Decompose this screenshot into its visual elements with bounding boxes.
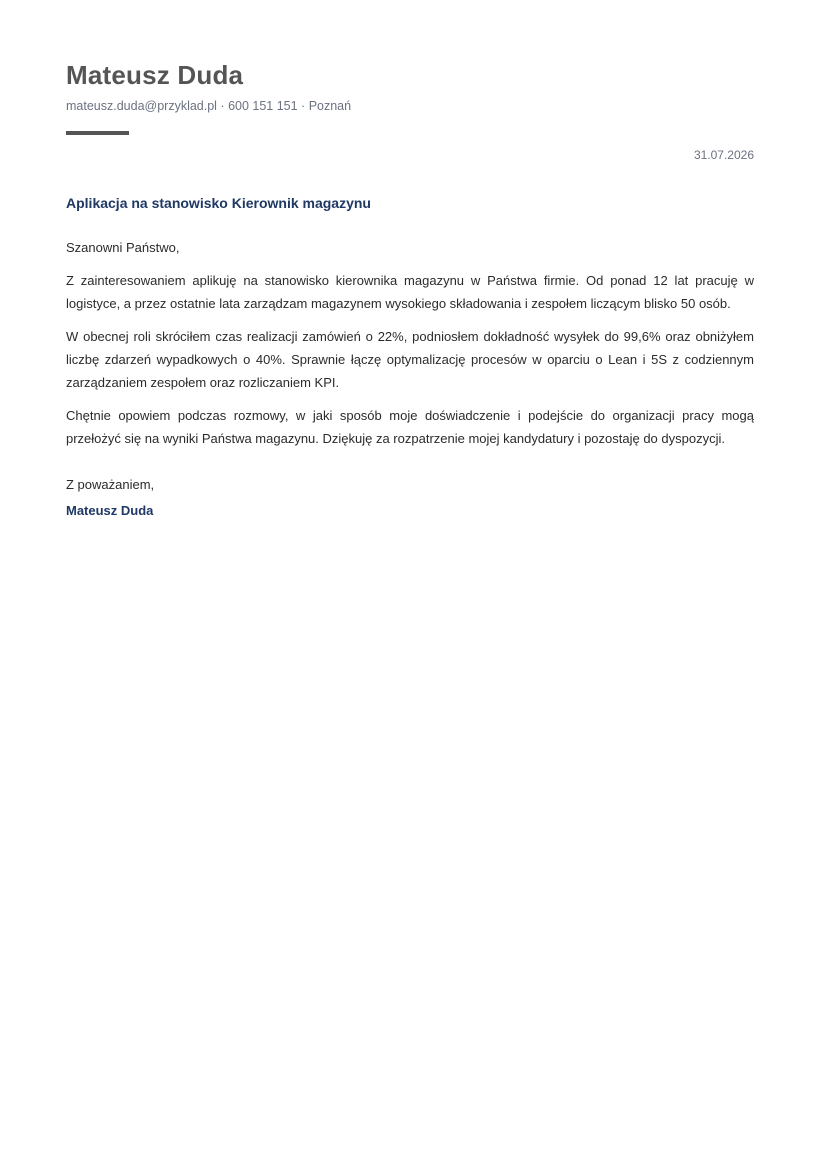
- letter-signature: Mateusz Duda: [66, 503, 154, 518]
- letter-subject: Aplikacja na stanowisko Kierownik magazynu: [66, 195, 371, 211]
- letter-closing: Z poważaniem,: [66, 477, 155, 492]
- letter-date: 31.07.2026: [693, 148, 754, 162]
- letter-paragraph-3: Chętnie opowiem podczas rozmowy, w jaki sposób moje doświadczenie i podejście do organizacji pracy mogą przełożyć się na wyniki Państwa magazynu. Dziękuję za rozpatrzenie mojej kandydatury i pozostaję do dyspozycji.: [66, 408, 754, 446]
- applicant-name: Mateusz Duda: [66, 60, 244, 90]
- contact-line: mateusz.duda@przyklad.pl · 600 151 151 · Poznań: [66, 99, 352, 113]
- letter-paragraph-1: Z zainteresowaniem aplikuję na stanowisko kierownika magazynu w Państwa firmie. Od ponad 12 lat pracuję w logistyce, a przez ostatnie lata zarządzam magazynem wysokiego składowania i zespołem liczącym blisko 50 osób.: [66, 273, 754, 311]
- letter-body: [66, 236, 754, 532]
- letter-paragraph-2: W obecnej roli skróciłem czas realizacji zamówień o 22%, podniosłem dokładność wysyłek do 99,6% oraz obniżyłem liczbę zdarzeń wypadkowych o 40%. Sprawnie łączę optymalizację procesów w oparciu o Lean i 5S z codziennym zarządzaniem zespołem oraz rozliczaniem KPI.: [66, 329, 754, 390]
- header-divider: [66, 131, 129, 135]
- letter-greeting: Szanowni Państwo,: [66, 240, 180, 255]
